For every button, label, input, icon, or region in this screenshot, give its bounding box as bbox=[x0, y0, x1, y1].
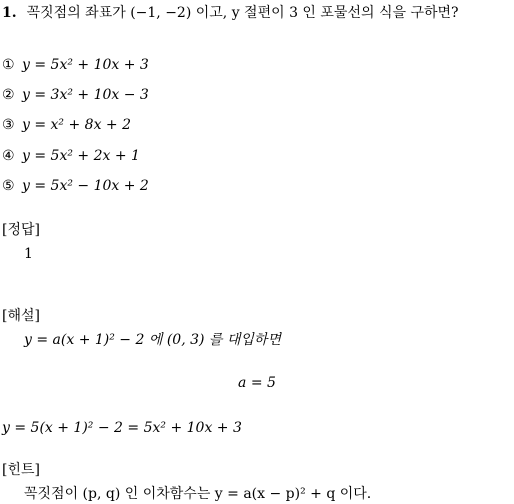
choice-mark: ② bbox=[2, 87, 15, 103]
answer-label: [정답] bbox=[2, 222, 40, 238]
choice-expr: y = 5x² − 10x + 2 bbox=[22, 178, 149, 194]
answer-value: 1 bbox=[24, 246, 33, 262]
explanation-line-2: y = 5(x + 1)² − 2 = 5x² + 10x + 3 bbox=[2, 420, 242, 436]
choice-2[interactable] bbox=[2, 88, 149, 102]
explanation-line-1: y = a(x + 1)² − 2 에 (0, 3) 를 대입하면 bbox=[24, 332, 281, 348]
choice-mark: ⑤ bbox=[2, 178, 15, 194]
choice-mark: ① bbox=[2, 57, 15, 73]
choice-4[interactable] bbox=[2, 149, 140, 163]
choice-expr: y = 5x² + 10x + 3 bbox=[22, 57, 149, 73]
explanation-label: [해설] bbox=[2, 308, 40, 324]
hint-text: 꼭짓점이 (p, q) 인 이차함수는 y = a(x − p)² + q 이다. bbox=[24, 486, 372, 502]
choice-expr: y = 5x² + 2x + 1 bbox=[22, 148, 140, 164]
choice-expr: y = 3x² + 10x − 3 bbox=[22, 87, 149, 103]
explanation-center-equation: a = 5 bbox=[238, 375, 276, 391]
question-number: 1. bbox=[2, 5, 17, 21]
hint-label: [힌트] bbox=[2, 462, 40, 478]
choice-mark: ④ bbox=[2, 148, 15, 164]
choice-expr: y = x² + 8x + 2 bbox=[22, 117, 132, 133]
question-text: 꼭짓점의 좌표가 (−1, −2) 이고, y 절편이 3 인 포물선의 식을 구하면? bbox=[26, 5, 459, 21]
choice-1[interactable] bbox=[2, 58, 149, 72]
question-title bbox=[2, 6, 459, 20]
choice-mark: ③ bbox=[2, 117, 15, 133]
choice-3[interactable] bbox=[2, 118, 131, 132]
choice-5[interactable] bbox=[2, 179, 149, 193]
